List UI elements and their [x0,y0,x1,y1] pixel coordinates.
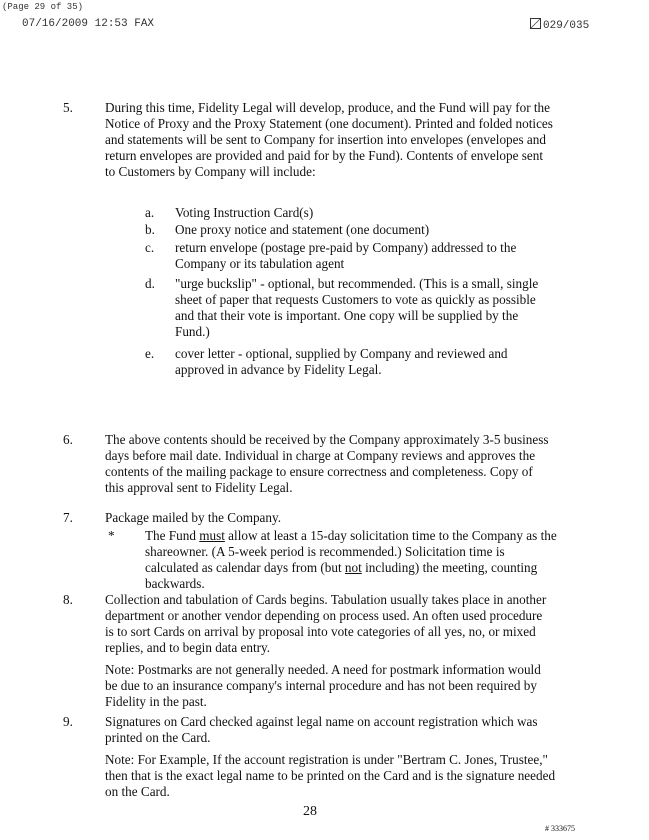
text-line: contents of the mailing package to ensure correctness and completeness. Copy of [105,464,533,479]
text-line: be due to an insurance company's internal procedure and has not been required by [105,678,537,693]
subitem [175,276,538,340]
document-id: # 333675 [545,824,575,833]
item-number: 5. [63,100,73,115]
fax-icon [530,18,541,29]
text-line: Package mailed by the Company. [105,510,282,525]
subitem-letter: d. [145,276,155,291]
note-paragraph [105,662,541,710]
text-line: then that is the exact legal name to be printed on the Card and is the signature needed [105,768,556,783]
fax-page-code [530,18,589,32]
text-line: The above contents should be received by the Company approximately 3-5 business [105,432,549,447]
item-number: 9. [63,714,73,729]
text-line: department or another vendor depending on process used. An often used procedure [105,608,543,623]
subitem [175,240,516,272]
text-line: and that their vote is important. One copy will be supplied by the [175,308,519,323]
subitem [175,346,508,378]
text-line: approved in advance by Fidelity Legal. [175,362,382,377]
subitem-letter: e. [145,346,155,361]
text-line: calculated as calendar days from (but not including) the meeting, counting [145,560,538,575]
text-line: Voting Instruction Card(s) [175,205,314,220]
fax-page-code-text: 029/035 [543,20,590,32]
numbered-item [105,432,549,496]
text-line: Note: For Example, If the account registration is under "Bertram C. Jones, Trustee," [105,752,548,767]
text-line: printed on the Card. [105,730,211,745]
item-number: 6. [63,432,73,447]
text-line: replies, and to begin data entry. [105,640,271,655]
text-line: shareowner. (A 5-week period is recommended.) Solicitation time is [145,544,505,559]
note-paragraph [105,752,555,800]
text-line: The Fund must allow at least a 15-day solicitation time to the Company as the [145,528,557,543]
subitem [175,222,429,238]
bullet-item [145,528,557,592]
text-line: Company or its tabulation agent [175,256,345,271]
fax-page-count: (Page 29 of 35) [2,2,84,12]
text-line: Fund.) [175,324,210,339]
text-line: backwards. [145,576,205,591]
numbered-item [105,714,537,746]
subitem [175,205,313,221]
numbered-item [105,592,546,656]
text-line: Note: Postmarks are not generally needed. A need for postmark information would [105,662,541,677]
numbered-item [105,100,553,180]
text-line: One proxy notice and statement (one document) [175,222,430,237]
subitem-letter: b. [145,222,155,237]
subitem-letter: a. [145,205,155,220]
bullet-marker: * [108,528,115,543]
text-line: days before mail date. Individual in charge at Company reviews and approves the [105,448,536,463]
text-line: return envelopes are provided and paid for by the Fund). Contents of envelope sent [105,148,543,163]
text-line: Fidelity in the past. [105,694,207,709]
text-line: this approval sent to Fidelity Legal. [105,480,293,495]
text-line: "urge buckslip" - optional, but recommended. (This is a small, single [175,276,539,291]
text-line: Signatures on Card checked against legal name on account registration which was [105,714,538,729]
text-line: Collection and tabulation of Cards begins. Tabulation usually takes place in another [105,592,547,607]
text-line: to Customers by Company will include: [105,164,316,179]
text-line: cover letter - optional, supplied by Company and reviewed and [175,346,508,361]
fax-datetime: 07/16/2009 12:53 FAX [22,18,155,30]
text-line: Notice of Proxy and the Proxy Statement (one document). Printed and folded notices [105,116,553,131]
text-line: sheet of paper that requests Customers to vote as quickly as possible [175,292,536,307]
subitem-letter: c. [145,240,155,255]
text-line: on the Card. [105,784,170,799]
text-line: is to sort Cards on arrival by proposal into vote categories of all yes, no, or mixed [105,624,536,639]
numbered-item [105,510,281,526]
item-number: 7. [63,510,73,525]
item-number: 8. [63,592,73,607]
text-line: return envelope (postage pre-paid by Company) addressed to the [175,240,517,255]
text-line: During this time, Fidelity Legal will develop, produce, and the Fund will pay for the [105,100,550,115]
text-line: and statements will be sent to Company for insertion into envelopes (envelopes and [105,132,546,147]
page-number: 28 [303,804,317,819]
